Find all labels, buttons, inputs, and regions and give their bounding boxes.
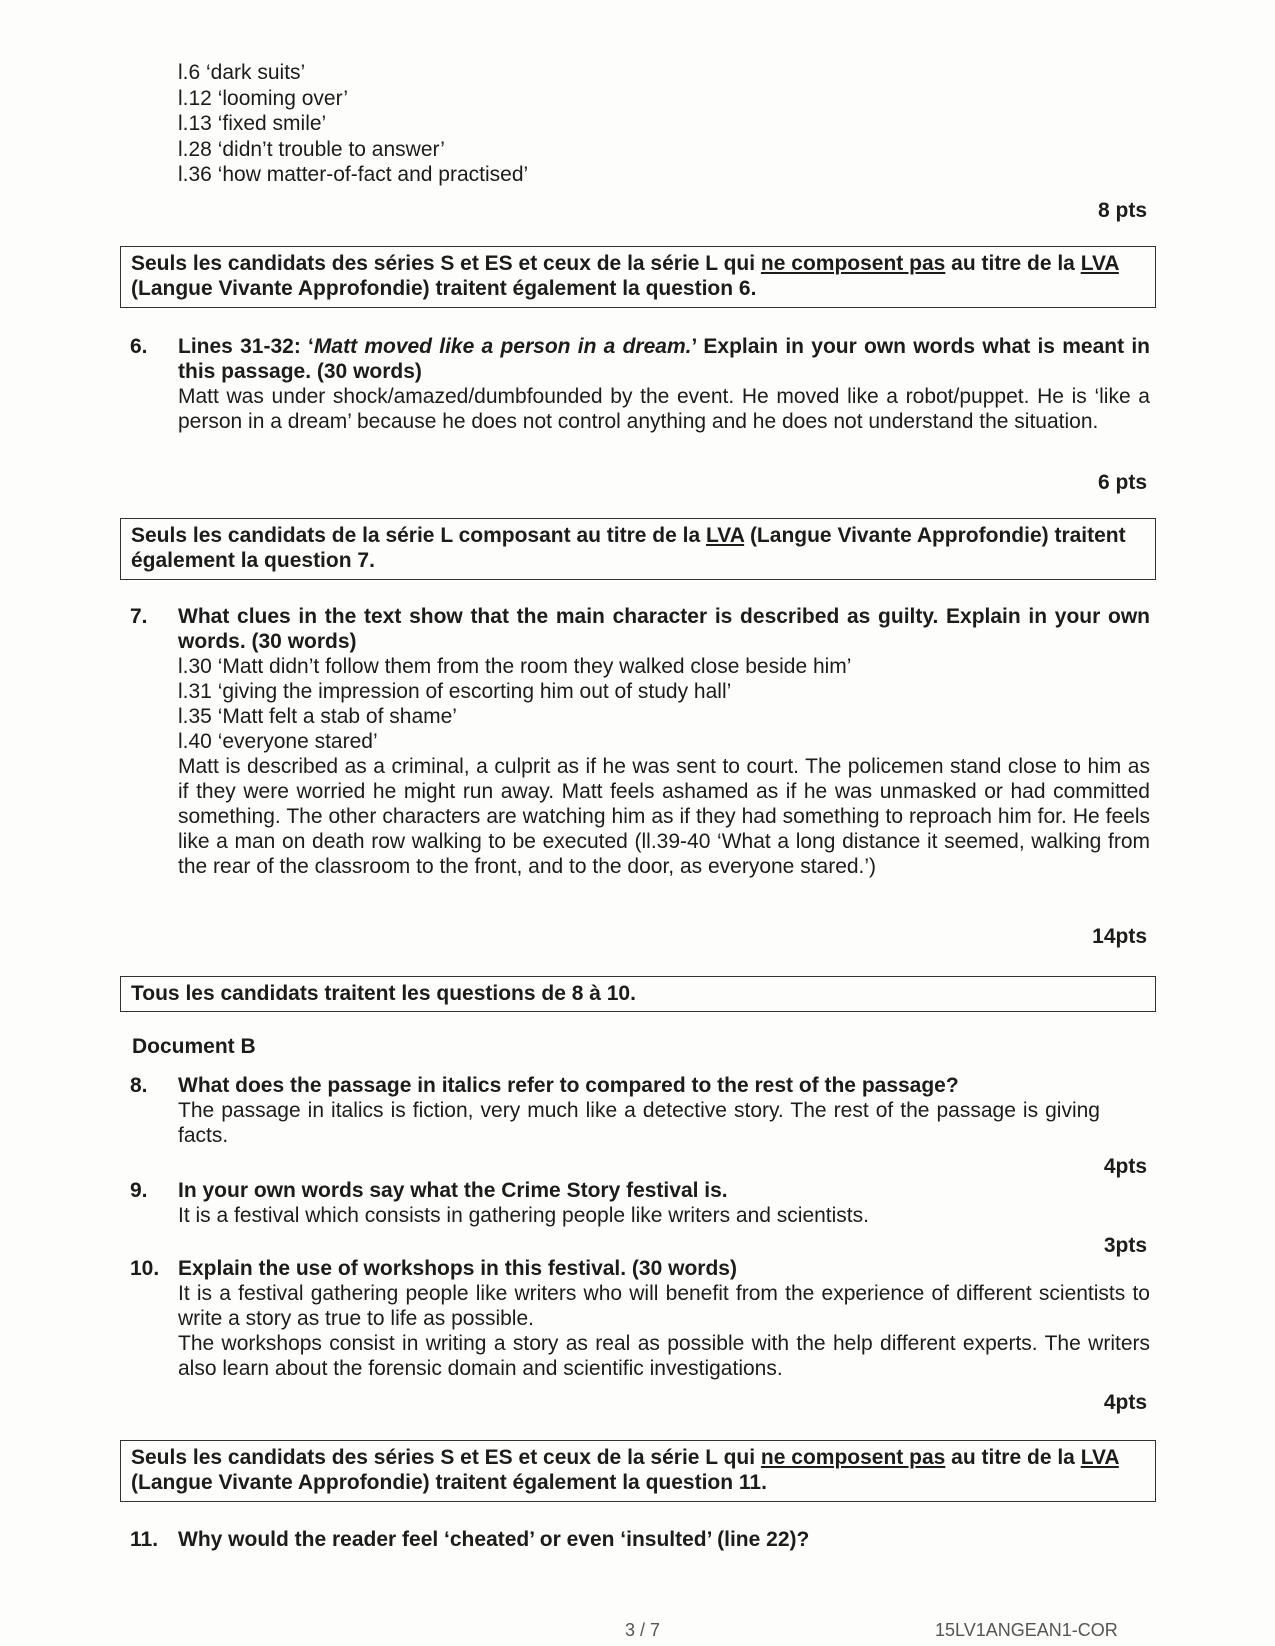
question-prompt xyxy=(178,334,1150,384)
subject-code: 15LV1ANGEAN1-COR xyxy=(935,1620,1118,1640)
question-prompt: What does the passage in italics refer to compared to the rest of the passage? xyxy=(178,1074,959,1097)
ref-line: l.12 ‘looming over’ xyxy=(178,87,349,110)
question-7 xyxy=(130,604,1150,879)
question-prompt: Explain the use of workshops in this festival. (30 words) xyxy=(178,1257,737,1280)
instruction-box-q11 xyxy=(120,1440,1156,1502)
box-underlined: ne composent pas xyxy=(760,252,946,275)
ref-line: l.36 ‘how matter-of-fact and practised’ xyxy=(178,163,529,186)
question-10 xyxy=(130,1256,1150,1381)
question-prompt: In your own words say what the Crime Story festival is. xyxy=(178,1179,728,1202)
question-answer: It is a festival which consists in gathering people like writers and scientists. xyxy=(178,1204,869,1227)
question-6 xyxy=(130,334,1150,434)
box-lva: LVA xyxy=(1080,1446,1119,1469)
answer-ref: l.30 ‘Matt didn’t follow them from the room they walked close beside him’ xyxy=(178,655,852,678)
box-text: Seuls les candidats des séries S et ES et ceux de la série L qui xyxy=(131,252,761,275)
answer-text: The workshops consist in writing a story as real as possible with the help different experts. The writers also learn about the forensic domain and scientific investigations. xyxy=(178,1332,1150,1380)
prompt-text: ’ Explain in your own words what is meant in this passage. (30 words) xyxy=(178,335,1150,383)
question-number: 10. xyxy=(130,1257,160,1280)
box-text: (Langue Vivante Approfondie) traitent également la question 7. xyxy=(131,524,1126,572)
ref-line: l.28 ‘didn’t trouble to answer’ xyxy=(178,138,445,161)
prompt-italic: Matt moved like a person in a dream. xyxy=(313,335,692,358)
document-heading: Document B xyxy=(132,1035,256,1058)
question-prompt: Why would the reader feel ‘cheated’ or even ‘insulted’ (line 22)? xyxy=(178,1528,810,1551)
instruction-box-q6 xyxy=(120,246,1156,308)
question-number: 8. xyxy=(130,1074,148,1097)
question-8 xyxy=(130,1073,1150,1148)
points-q6: 6 pts xyxy=(1097,471,1147,494)
box-underlined: ne composent pas xyxy=(760,1446,946,1469)
question-answer: The passage in italics is fiction, very much like a detective story. The rest of the passage is giving facts. xyxy=(178,1099,1100,1147)
ref-line: l.6 ‘dark suits’ xyxy=(178,61,306,84)
box-text: Seuls les candidats de la série L composant au titre de la xyxy=(131,524,706,547)
answer-ref: l.31 ‘giving the impression of escorting him out of study hall’ xyxy=(178,680,732,703)
instruction-box-q8-10: Tous les candidats traitent les questions de 8 à 10. xyxy=(120,976,1156,1012)
points-q7: 14pts xyxy=(1092,925,1147,948)
question-answer xyxy=(178,654,1150,879)
box-lva: LVA xyxy=(706,524,745,547)
question-answer xyxy=(178,1281,1150,1381)
ref-line: l.13 ‘fixed smile’ xyxy=(178,112,327,135)
question-9 xyxy=(130,1178,1150,1228)
answer-ref: l.40 ‘everyone stared’ xyxy=(178,730,378,753)
question-number: 6. xyxy=(130,335,148,358)
question-11 xyxy=(130,1527,1150,1552)
answer-text: It is a festival gathering people like writers who will benefit from the experience of different scientists to write a story as true to life as possible. xyxy=(178,1282,1150,1330)
box-text: au titre de la xyxy=(945,252,1081,275)
box-lva: LVA xyxy=(1080,252,1119,275)
answer-text: Matt is described as a criminal, a culprit as if he was sent to court. The policemen stand close to him as if they were worried he might run away. Matt feels ashamed as if he was unmasked or had committed something. The other characters are watching him as if they had something to reproach him for. He feels like a man on death row walking to be executed (ll.39-40 ‘What a long distance it seemed, walking from the rear of the classroom to the front, and to the door, as everyone stared.’) xyxy=(178,755,1150,878)
box-text: Seuls les candidats des séries S et ES et ceux de la série L qui xyxy=(131,1446,761,1469)
answer-ref: l.35 ‘Matt felt a stab of shame’ xyxy=(178,705,457,728)
prompt-text: Lines 31-32: ‘ xyxy=(178,335,314,358)
question-number: 7. xyxy=(130,605,148,628)
points-q10: 4pts xyxy=(1103,1391,1147,1414)
box-text: au titre de la xyxy=(945,1446,1081,1469)
points-q5: 8 pts xyxy=(1097,199,1147,222)
question-number: 11. xyxy=(130,1528,159,1551)
page-number: 3 / 7 xyxy=(625,1620,661,1640)
question-answer: Matt was under shock/amazed/dumbfounded by the event. He moved like a robot/puppet. He is ‘like a person in a dream’ because he does not control anything and he does not understand the situation. xyxy=(178,385,1150,433)
box-text: (Langue Vivante Approfondie) traitent également la question 11. xyxy=(131,1471,767,1494)
instruction-box-q7 xyxy=(120,518,1156,580)
points-q8: 4pts xyxy=(1103,1155,1147,1178)
question-number: 9. xyxy=(130,1179,148,1202)
question-prompt: What clues in the text show that the main character is described as guilty. Explain in your own words. (30 words) xyxy=(178,605,1150,653)
points-q9: 3pts xyxy=(1103,1234,1147,1257)
box-text: (Langue Vivante Approfondie) traitent également la question 6. xyxy=(131,277,757,300)
